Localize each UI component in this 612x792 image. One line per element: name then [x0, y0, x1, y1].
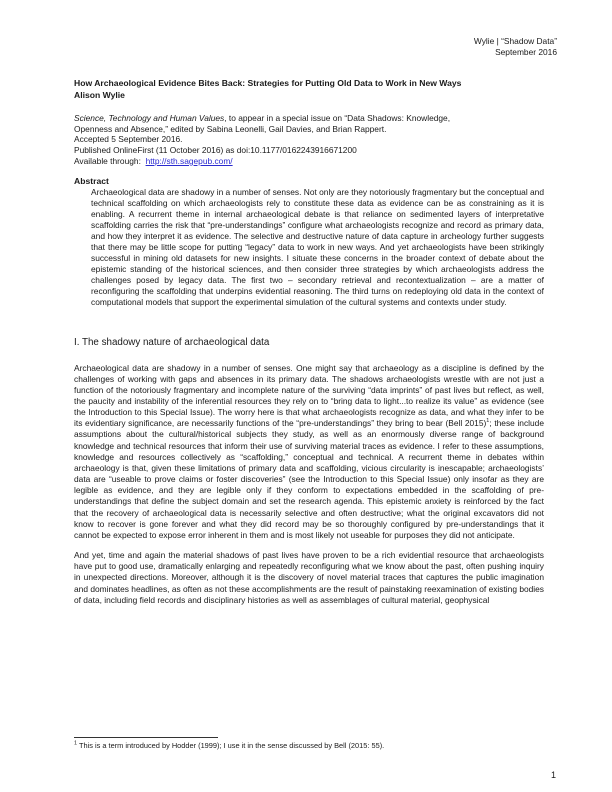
- available-label: Available through:: [74, 155, 141, 166]
- abstract-heading: Abstract: [74, 175, 109, 186]
- main-content: [74, 78, 544, 606]
- footnote-number: 1: [74, 740, 78, 747]
- available-through: [74, 156, 544, 167]
- running-header-date: September 2016: [495, 46, 557, 57]
- page-number: 1: [550, 770, 556, 780]
- footnote-text: This is a term introduced by Hodder (1999); I use it in the sense discussed by Bell (2015: 55).: [77, 741, 385, 750]
- running-header: [474, 36, 557, 57]
- published-doi: Published OnlineFirst (11 October 2016) as doi:10.1177/0162243916671200: [74, 145, 357, 156]
- body-paragraph-2: And yet, time and again the material shadows of past lives have proven to be a rich evidential resource that archaeologists have put to good use, dramatically enlarging and repeatedly reconfiguring what we know about the past, often pushing inquiry in unexpected directions. Moreover, although it is the discovery of novel material traces that captures the public imagination and dominates headlines, as often as not these accomplishments are the result of painstaking reexamination of existing bodies of data, including field records and disciplinary histories as well as assemblages of cultural material, geophysical: [74, 550, 544, 605]
- journal-name: Science, Technology and Human Values: [74, 113, 225, 123]
- paper-title: How Archaeological Evidence Bites Back: Strategies for Putting Old Data to Work in New Ways: [74, 78, 462, 88]
- journal-link[interactable]: http://sth.sagepub.com/: [145, 155, 233, 166]
- running-header-author: Wylie | “Shadow Data”: [473, 36, 557, 46]
- publication-line-1: [74, 113, 544, 124]
- paragraph-1-part-b: ; these include assumptions about the cultural/historical subjects they study, as well as an enormously diverse range of background knowledge and technical resources that inform their use of surviving material traces as evidence. I refer to these assumptions, knowledge and resources collectively as “scaffolding,” conceptual and technical. A recurrent theme in debates within archaeology is that, given these limitations of primary data and scaffolding, vicious circularity is inescapable; archaeologists’ data are “useable to prove claims or foster discoveries” (see the Introduction to this Special Issue) only insofar as they are legible as evidence, and they are legible only if they conform to expectations embedded in the scaffolding of pre-understandings that define the subject domain and set the research agenda. This epistemic anxiety is reinforced by the fact that the recovery of archaeological data is necessarily selective and often destructive; what the original excavators did not know to recover is gone forever and what they did record may be so thoroughly configured by pre-understandings that it cannot be expected to expose error inherent in them and is most likely not useable for purposes they did not anticipate.: [74, 418, 544, 540]
- paper-author: Alison Wylie: [74, 89, 125, 100]
- section-heading: I. The shadowy nature of archaeological data: [74, 336, 270, 348]
- publication-line-2: Openness and Absence,” edited by Sabina Leonelli, Gail Davies, and Brian Rappert.: [74, 123, 387, 134]
- footnote: [74, 741, 384, 750]
- footnote-ref[interactable]: 1: [486, 418, 490, 425]
- accepted-date: Accepted 5 September 2016.: [74, 134, 183, 145]
- footnote-divider: [74, 737, 218, 738]
- publication-info: [74, 113, 544, 167]
- abstract-text: Archaeological data are shadowy in a number of senses. Not only are they notoriously fragmentary but the conceptual and technical scaffolding on which archaeologists rely to constitute these data as evidence can be as constraining as it is enabling. A recurrent theme in internal archaeological debate is that reliance on sedimented layers of interpretative scaffolding carries the risk that “pre-understandings” configure what archaeologists recognize and record as primary data, and how they interpret it as evidence. The selective and destructive nature of data capture in archeology further suggests that there may be little scope for putting “legacy” data to work in new ways. And yet archaeologists have been strikingly successful in mining old datasets for new insights. I situate these concerns in the broader context of debate about the epistemic standing of the historical sciences, and then consider three strategies by which archaeologists address the challenges posed by legacy data. The first two – secondary retrieval and recontextualization – are a matter of reconfiguring the scaffolding that underpins evidential reasoning. The third turns on redeploying old data in the context of computational models that support the experimental simulation of the cultural systems and contexts under study.: [91, 186, 544, 308]
- body-paragraph-1: [74, 363, 544, 542]
- paragraph-1-part-a: Archaeological data are shadowy in a number of senses. One might say that archaeology as a discipline is defined by the challenges of working with gaps and absences in its primary data. The shadows archaeologists wrestle with are not just a function of the notoriously fragmentary and incomplete nature of the surviving “data imprints” of past lives but reflect, as well, the paucity and instability of the inferential resources they rely on to “bring data to light...to realize its value” as evidence (see the Introduction to this Special Issue). The worry here is that what archaeologists recognize as data, and what they infer to be its evidentiary significance, are necessarily functions of the “pre-understandings” they bring to bear (Bell 2015): [74, 362, 544, 429]
- journal-rest: , to appear in a special issue on “Data Shadows: Knowledge,: [224, 113, 451, 123]
